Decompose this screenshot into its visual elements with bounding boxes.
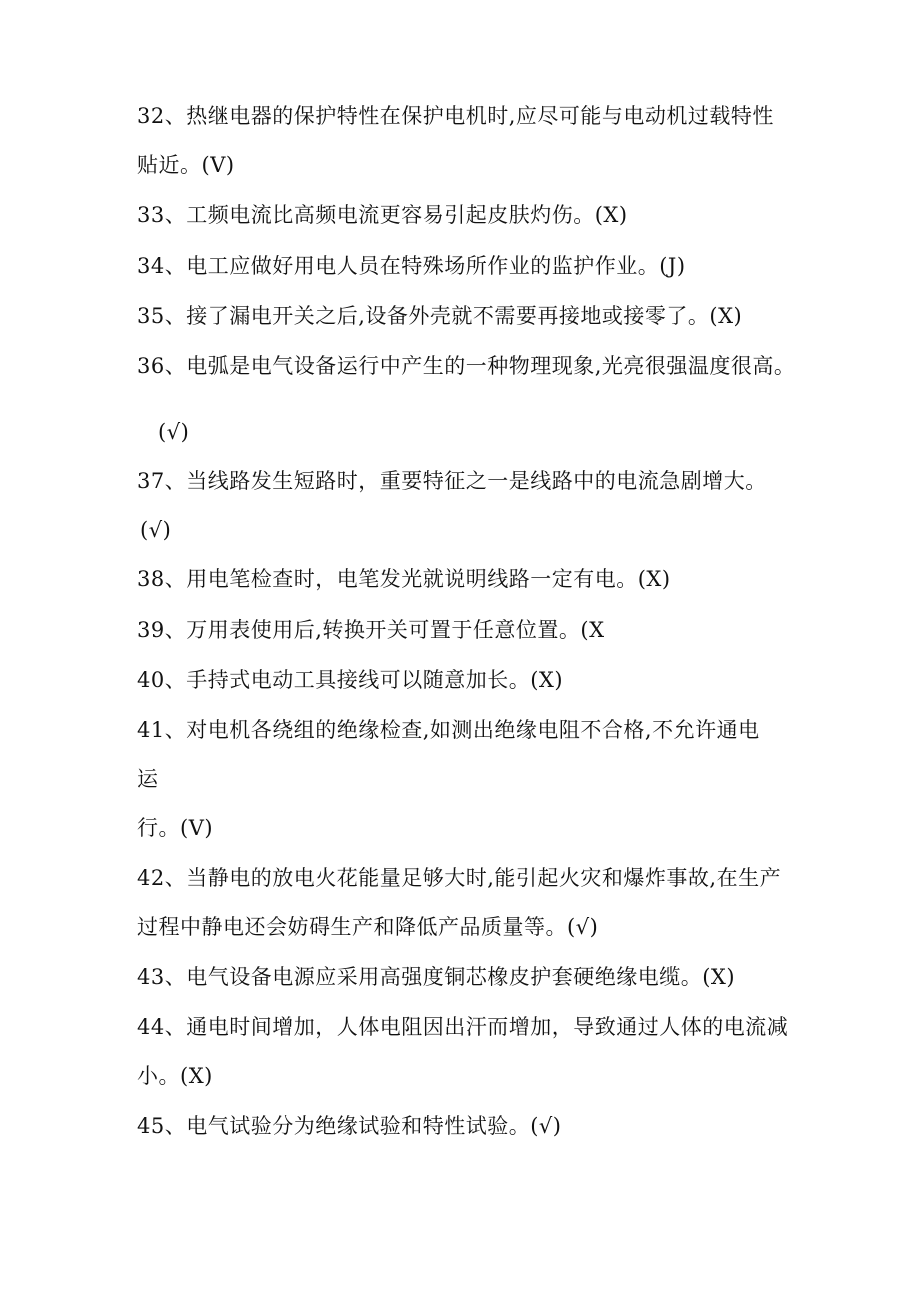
question-41-line-2: 运 [137, 767, 159, 791]
question-40: 40、手持式电动工具接线可以随意加长。(X) [137, 668, 564, 692]
question-37-answer: (√) [140, 518, 172, 542]
question-41-line-3: 行。(V) [137, 816, 214, 840]
question-32-line-1: 32、热继电器的保护特性在保护电机时,应尽可能与电动机过载特性 [137, 104, 774, 128]
question-37-line-1: 37、当线路发生短路时，重要特征之一是线路中的电流急剧增大。 [137, 469, 767, 493]
question-42-line-1: 42、当静电的放电火花能量足够大时,能引起火灾和爆炸事故,在生产 [137, 866, 782, 890]
question-39: 39、万用表使用后,转换开关可置于任意位置。(X [137, 618, 605, 642]
question-36-line-1: 36、电弧是电气设备运行中产生的一种物理现象,光亮很强温度很高。 [137, 354, 796, 378]
question-35: 35、接了漏电开关之后,设备外壳就不需要再接地或接零了。(X) [137, 304, 743, 328]
question-43: 43、电气设备电源应采用高强度铜芯橡皮护套硬绝缘电缆。(X) [137, 965, 736, 989]
question-36-answer: (√) [158, 420, 190, 444]
question-34: 34、电工应做好用电人员在特殊场所作业的监护作业。(J) [137, 254, 686, 278]
question-32-line-2: 贴近。(V) [137, 153, 235, 177]
question-44-line-1: 44、通电时间增加，人体电阻因出汗而增加，导致通过人体的电流减 [137, 1015, 789, 1039]
question-41-line-1: 41、对电机各绕组的绝缘检查,如测出绝缘电阻不合格,不允许通电 [137, 718, 760, 742]
question-44-line-2: 小。(X) [137, 1064, 213, 1088]
question-33: 33、工频电流比高频电流更容易引起皮肤灼伤。(X) [137, 203, 628, 227]
question-45: 45、电气试验分为绝缘试验和特性试验。(√) [137, 1114, 562, 1138]
question-42-line-2: 过程中静电还会妨碍生产和降低产品质量等。(√) [137, 915, 599, 939]
question-38: 38、用电笔检查时，电笔发光就说明线路一定有电。(X) [137, 567, 671, 591]
